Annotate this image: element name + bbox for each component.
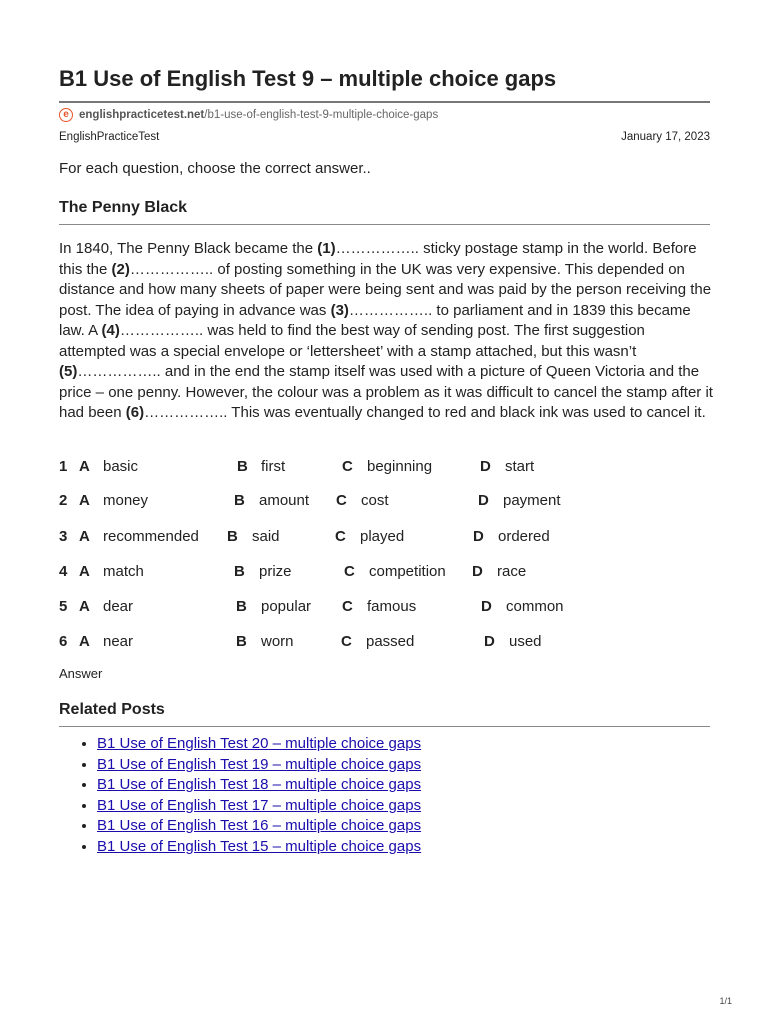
question-number: 6 [59, 633, 68, 650]
list-item [97, 796, 421, 817]
option-letter: C [341, 633, 352, 650]
passage-text [59, 239, 714, 424]
related-post-link[interactable]: B1 Use of English Test 18 – multiple choice gaps [97, 776, 422, 793]
option-letter: D [472, 563, 483, 580]
passage-segment: …………….. sticky postage stamp in the world. Before this the [59, 240, 697, 278]
option-b[interactable]: said [252, 528, 280, 545]
passage-segment: …………….. This was eventually changed to red and black ink was used to cancel it. [144, 404, 706, 421]
option-letter: B [227, 528, 238, 545]
gap-marker: (2) [111, 260, 130, 278]
option-d[interactable]: race [497, 563, 527, 580]
site-logo-icon: e [59, 108, 73, 122]
option-letter: C [344, 563, 355, 580]
option-letter: A [79, 563, 90, 580]
title-divider [59, 101, 710, 103]
option-letter: A [79, 492, 90, 509]
option-b[interactable]: amount [259, 492, 310, 509]
passage-segment: …………….. was held to find the best way of sending post. The first suggestion attempted was a special envelope or ‘lettersheet’ with a stamp attached, but this wasn’t [59, 322, 645, 360]
related-posts-title: Related Posts [59, 701, 165, 718]
gap-marker: (3) [330, 301, 349, 319]
option-letter: C [335, 528, 346, 545]
gap-marker: (1) [317, 240, 336, 257]
option-letter: A [79, 458, 90, 475]
list-item [97, 837, 421, 858]
gap-marker: (5) [59, 363, 78, 380]
passage-segment: In 1840, The Penny Black became the [59, 240, 318, 257]
section-divider [59, 224, 710, 225]
question-number: 4 [59, 563, 68, 580]
option-a[interactable]: near [103, 633, 134, 650]
gap-marker: (4) [101, 322, 120, 339]
option-c[interactable]: cost [361, 492, 389, 509]
option-letter: C [342, 598, 353, 615]
section-title: The Penny Black [59, 199, 188, 216]
question-number: 1 [59, 458, 68, 475]
passage-segment: …………….. and in the end the stamp itself was used with a picture of Queen Victoria and the price – one penny. However, the colour was a problem as it was difficult to cancel the stamp after it had been [59, 363, 713, 421]
option-a[interactable]: dear [103, 598, 134, 615]
option-d[interactable]: used [509, 633, 542, 650]
related-posts-list [59, 734, 421, 857]
option-letter: D [481, 598, 492, 615]
option-d[interactable]: start [505, 458, 535, 475]
passage-segment: …………….. of posting something in the UK was very expensive. This depended on distance and how many sheets of paper were being sent and was paid by the person receiving the post. The idea of paying in advance was [59, 260, 712, 319]
option-letter: B [237, 458, 248, 475]
publish-date: January 17, 2023 [621, 131, 710, 143]
list-item [97, 775, 421, 796]
list-item [97, 816, 421, 837]
option-d[interactable]: common [506, 598, 564, 615]
question-number: 5 [59, 598, 68, 615]
option-d[interactable]: ordered [498, 528, 550, 545]
option-a[interactable]: basic [103, 458, 139, 475]
related-post-link[interactable]: B1 Use of English Test 15 – multiple choice gaps [97, 837, 422, 855]
source-url[interactable] [59, 107, 438, 123]
author: EnglishPracticeTest [59, 131, 160, 143]
option-letter: C [342, 458, 353, 475]
related-post-link[interactable]: B1 Use of English Test 19 – multiple choice gaps [97, 755, 422, 773]
page-number: 1/1 [719, 996, 732, 1006]
list-item [97, 734, 421, 755]
option-a[interactable]: match [103, 563, 144, 580]
instructions: For each question, choose the correct answer.. [59, 160, 371, 177]
option-c[interactable]: famous [367, 598, 417, 615]
option-b[interactable]: first [261, 458, 286, 475]
option-letter: A [79, 633, 90, 650]
related-post-link[interactable]: B1 Use of English Test 20 – multiple choice gaps [97, 735, 422, 752]
list-item [97, 755, 421, 776]
option-c[interactable]: competition [369, 563, 446, 580]
option-d[interactable]: payment [503, 492, 561, 509]
source-path: /b1-use-of-english-test-9-multiple-choice-gaps [204, 109, 439, 121]
related-divider [59, 726, 710, 727]
option-b[interactable]: worn [261, 633, 294, 650]
option-c[interactable]: passed [366, 633, 415, 650]
option-letter: B [236, 633, 247, 650]
related-post-link[interactable]: B1 Use of English Test 16 – multiple choice gaps [97, 817, 422, 834]
answer-toggle[interactable]: Answer [59, 666, 103, 681]
question-number: 2 [59, 492, 68, 509]
passage-segment: …………….. to parliament and in 1839 this became law. A [59, 301, 691, 339]
option-c[interactable]: beginning [367, 458, 433, 475]
page-title: B1 Use of English Test 9 – multiple choice gaps [59, 66, 557, 91]
option-letter: B [236, 598, 247, 615]
option-letter: B [234, 492, 245, 509]
option-letter: D [484, 633, 495, 650]
option-letter: A [79, 598, 90, 615]
option-letter: D [478, 492, 489, 509]
option-a[interactable]: recommended [103, 528, 199, 545]
option-letter: C [336, 492, 347, 509]
option-c[interactable]: played [360, 528, 405, 545]
option-letter: D [480, 458, 491, 475]
option-letter: B [234, 563, 245, 580]
option-letter: A [79, 528, 90, 545]
option-b[interactable]: popular [261, 598, 312, 615]
gap-marker: (6) [125, 404, 145, 421]
related-post-link[interactable]: B1 Use of English Test 17 – multiple choice gaps [97, 796, 422, 814]
option-a[interactable]: money [103, 492, 149, 509]
question-number: 3 [59, 528, 68, 545]
option-b[interactable]: prize [259, 563, 292, 580]
source-domain: englishpracticetest.net [79, 109, 205, 121]
option-letter: D [473, 528, 484, 545]
